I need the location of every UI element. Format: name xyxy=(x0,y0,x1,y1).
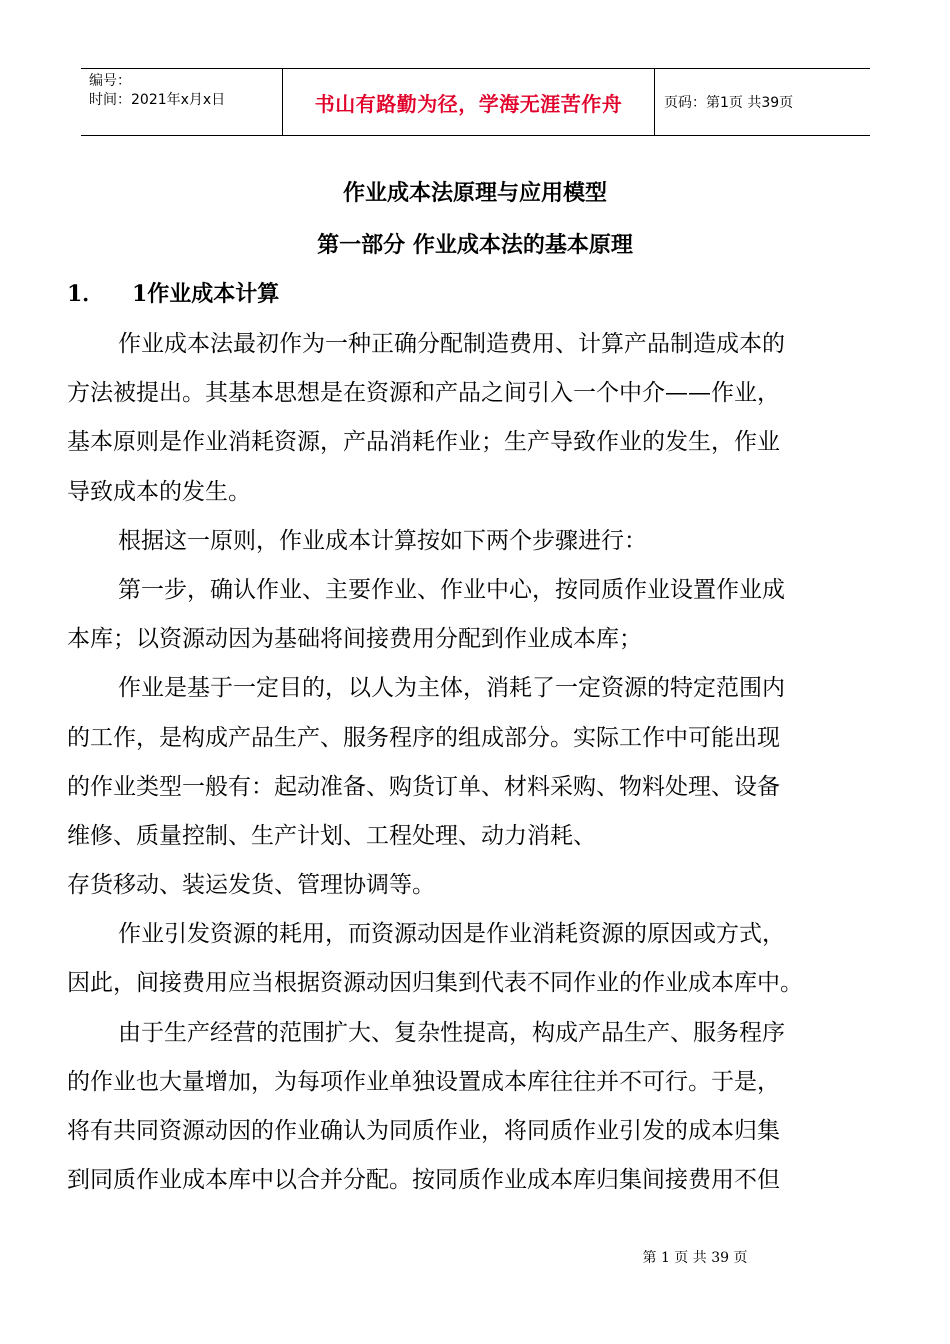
motto-text: 书山有路勤为径，学海无涯苦作舟 xyxy=(314,91,623,116)
paragraph-line: 的工作，是构成产品生产、服务程序的组成部分。实际工作中可能出现 xyxy=(67,724,780,751)
paragraph-line: 因此，间接费用应当根据资源动因归集到代表不同作业的作业成本库中。 xyxy=(67,970,803,997)
document-number-label: 编号： xyxy=(89,73,131,89)
body-text xyxy=(67,320,887,1205)
part-title: 第一部分 作业成本法的基本原理 xyxy=(317,232,633,258)
paragraph-line: 由于生产经营的范围扩大、复杂性提高，构成产品生产、服务程序 xyxy=(118,1019,785,1046)
section-heading xyxy=(67,277,279,308)
header-page-cell xyxy=(655,69,870,135)
paragraph-line: 作业引发资源的耗用，而资源动因是作业消耗资源的原因或方式， xyxy=(118,921,785,948)
paragraph-line: 根据这一原则，作业成本计算按如下两个步骤进行： xyxy=(118,527,647,554)
section-title: 1作业成本计算 xyxy=(132,281,280,307)
header-table xyxy=(81,68,870,136)
paragraph-line: 到同质作业成本库中以合并分配。按同质作业成本库归集间接费用不但 xyxy=(67,1167,780,1194)
paragraph-line: 将有共同资源动因的作业确认为同质作业，将同质作业引发的成本归集 xyxy=(67,1118,780,1144)
paragraph-line: 的作业也大量增加，为每项作业单独设置成本库往往并不可行。于是， xyxy=(67,1068,780,1095)
paragraph-line: 导致成本的发生。 xyxy=(67,478,251,505)
section-number: 1． xyxy=(67,281,105,307)
paragraph-line: 本库；以资源动因为基础将间接费用分配到作业成本库； xyxy=(67,626,642,653)
header-motto-cell xyxy=(282,69,655,135)
paragraph-line: 存货移动、装运发货、管理协调等。 xyxy=(67,872,435,899)
paragraph-line: 第一步，确认作业、主要作业、作业中心，按同质作业设置作业成 xyxy=(118,576,785,603)
footer-page-number: 第 1 页 共 39 页 xyxy=(642,1250,748,1266)
paragraph-line: 作业是基于一定目的，以人为主体，消耗了一定资源的特定范围内 xyxy=(118,675,785,702)
paragraph-line: 维修、质量控制、生产计划、工程处理、动力消耗、 xyxy=(67,822,596,849)
paragraph-line: 方法被提出。其基本思想是在资源和产品之间引入一个中介——作业， xyxy=(67,380,780,407)
page-footer xyxy=(0,1247,950,1267)
paragraph-line: 作业成本法最初作为一种正确分配制造费用、计算产品制造成本的 xyxy=(118,331,785,357)
paragraph-line: 基本原则是作业消耗资源，产品消耗作业；生产导致作业的发生，作业 xyxy=(67,429,780,456)
document-title: 作业成本法原理与应用模型 xyxy=(342,180,607,206)
header-page-info: 页码：第1页 共39页 xyxy=(664,95,794,111)
paragraph-line: 的作业类型一般有：起动准备、购货订单、材料采购、物料处理、设备 xyxy=(67,773,780,800)
document-time-label: 时间：2021年x月x日 xyxy=(89,92,226,108)
header-meta-cell xyxy=(81,69,282,135)
